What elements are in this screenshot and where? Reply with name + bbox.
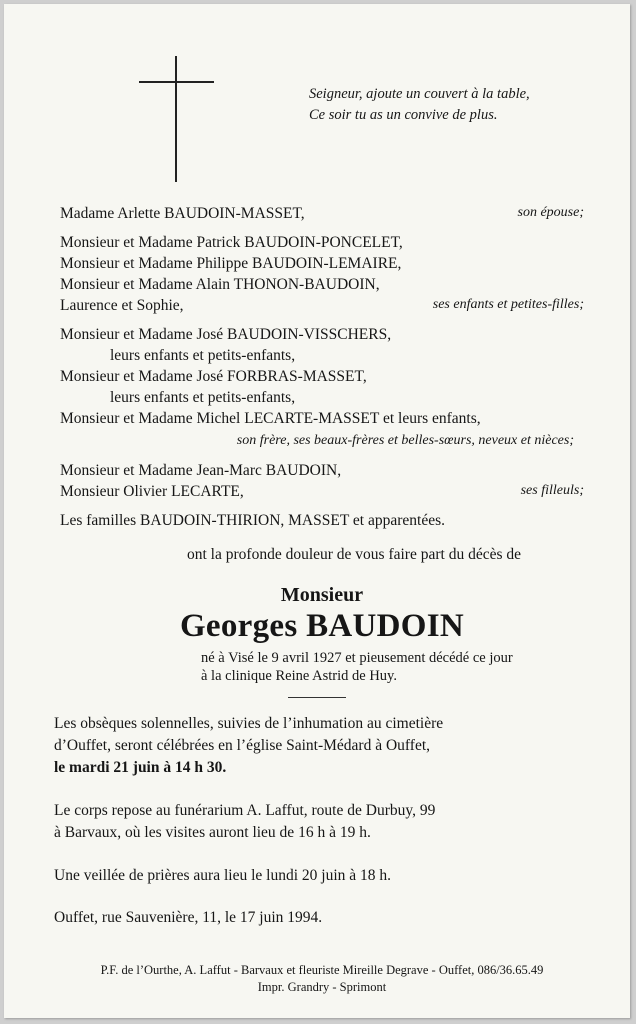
birth-line-1: né à Visé le 9 avril 1927 et pieusement décédé ce jour xyxy=(201,650,513,666)
body-line-2: à Barvaux, où les visites auront lieu de 16 h à 19 h. xyxy=(54,824,371,841)
godchild-relation: ses filleuls; xyxy=(520,483,584,498)
children-relation: ses enfants et petites-filles; xyxy=(432,297,584,312)
godchild-line-2 xyxy=(60,483,584,501)
children-line-1: Monsieur et Madame Patrick BAUDOIN-PONCELET, xyxy=(60,234,403,251)
spouse-relation: son épouse; xyxy=(517,205,584,220)
sibling-line-1-sub: leurs enfants et petits-enfants, xyxy=(110,347,296,364)
epigraph xyxy=(309,84,530,126)
children-line-3: Monsieur et Madame Alain THONON-BAUDOIN, xyxy=(60,276,380,293)
epigraph-line-1: Seigneur, ajoute un couvert à la table, xyxy=(309,86,530,102)
children-line-2: Monsieur et Madame Philippe BAUDOIN-LEMAIRE, xyxy=(60,255,402,272)
vigil-line: Une veillée de prières aura lieu le lundi 20 juin à 18 h. xyxy=(54,867,392,884)
deceased-title: Monsieur xyxy=(280,584,364,606)
divider xyxy=(288,697,346,698)
sibling-line-2-sub: leurs enfants et petits-enfants, xyxy=(110,389,296,406)
deceased-name: Georges BAUDOIN xyxy=(179,608,465,644)
announcement xyxy=(4,546,636,564)
families-line: Les familles BAUDOIN-THIRION, MASSET et apparentées. xyxy=(60,512,445,529)
body-line-1: Le corps repose au funérarium A. Laffut, route de Durbuy, 99 xyxy=(54,802,436,819)
spouse-line xyxy=(60,205,584,223)
footer-line-1: P.F. de l’Ourthe, A. Laffut - Barvaux et fleuriste Mireille Degrave - Ouffet, 086/36.65.49 xyxy=(100,963,544,977)
sibling-line-1: Monsieur et Madame José BAUDOIN-VISSCHERS, xyxy=(60,326,392,343)
obituary-card xyxy=(4,4,630,1018)
sibling-relation: son frère, ses beaux-frères et belles-sœurs, neveux et nièces; xyxy=(236,433,574,448)
funeral-line-2: d’Ouffet, seront célébrées en l’église Saint-Médard à Ouffet, xyxy=(54,737,431,754)
funeral-line-1: Les obsèques solennelles, suivies de l’inhumation au cimetière xyxy=(54,715,444,732)
godchild-line-1: Monsieur et Madame Jean-Marc BAUDOIN, xyxy=(60,462,342,479)
footer-line-2: Impr. Grandry - Sprimont xyxy=(257,980,387,994)
children-line-4 xyxy=(60,297,584,315)
children-names: Laurence et Sophie, xyxy=(60,297,184,314)
announcement-text: ont la profonde douleur de vous faire part du décès de xyxy=(187,546,521,563)
epigraph-line-2: Ce soir tu as un convive de plus. xyxy=(309,107,498,123)
birth-line-2: à la clinique Reine Astrid de Huy. xyxy=(201,668,397,684)
spouse-name: Madame Arlette BAUDOIN-MASSET, xyxy=(60,205,305,222)
cross-icon-bar xyxy=(139,81,214,83)
funeral-date: le mardi 21 juin à 14 h 30. xyxy=(54,759,227,776)
place-date: Ouffet, rue Sauvenière, 11, le 17 juin 1994. xyxy=(54,909,323,926)
sibling-line-2: Monsieur et Madame José FORBRAS-MASSET, xyxy=(60,368,367,385)
godchild-name: Monsieur Olivier LECARTE, xyxy=(60,483,244,500)
cross-icon xyxy=(175,56,177,182)
sibling-line-3: Monsieur et Madame Michel LECARTE-MASSET et leurs enfants, xyxy=(60,410,481,427)
